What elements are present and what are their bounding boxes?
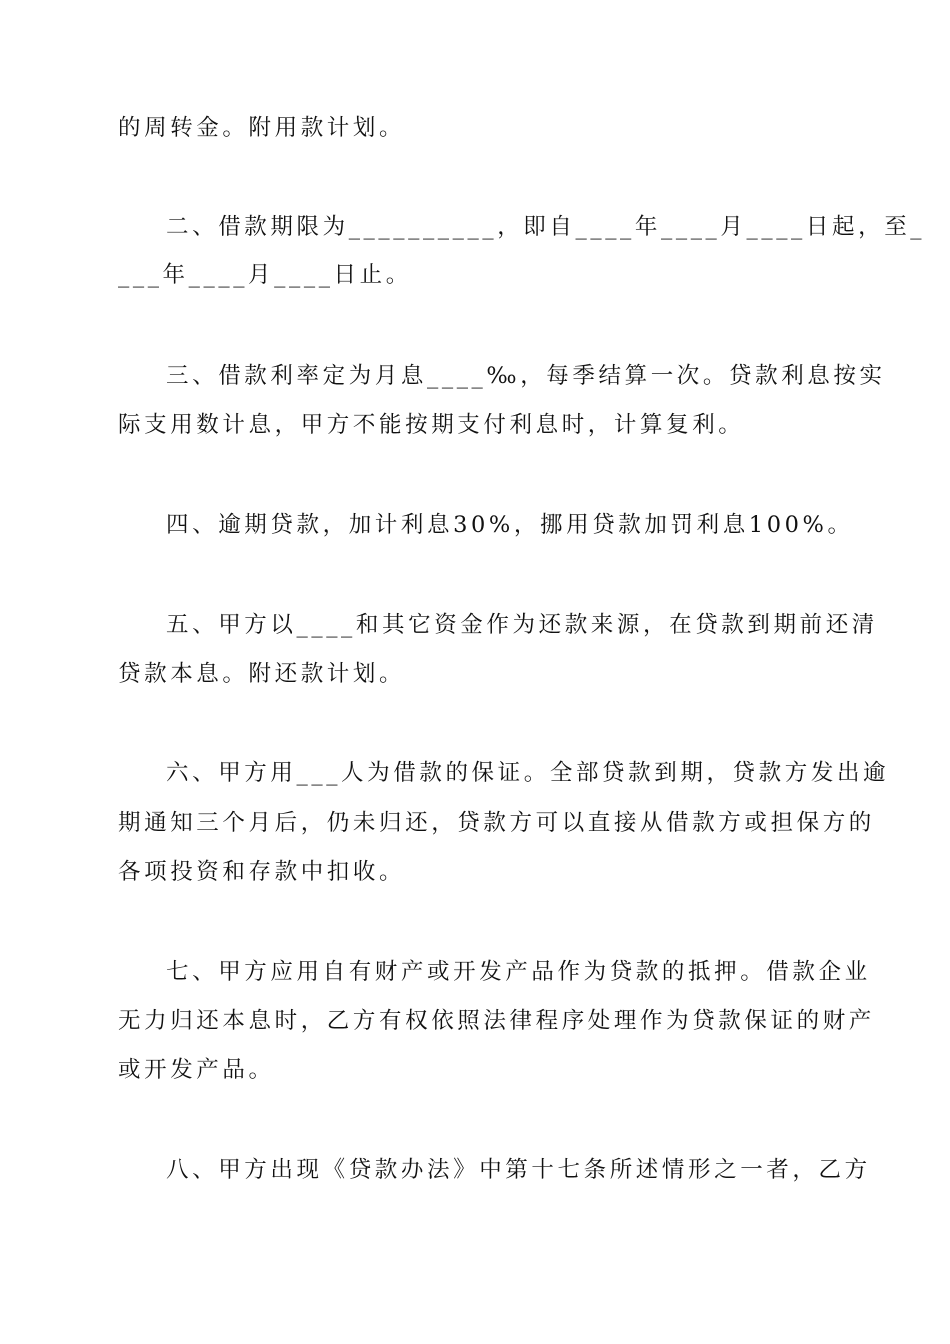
text-line: 四、逾期贷款，加计利息30%，挪用贷款加罚利息100%。 (166, 512, 854, 538)
text-line: 七、甲方应用自有财产或开发产品作为贷款的抵押。借款企业 (166, 959, 871, 985)
text-line: 贷款本息。附还款计划。 (118, 661, 406, 687)
text-line: 或开发产品。 (118, 1057, 275, 1083)
text-line: ___年____月____日止。 (118, 262, 412, 288)
text-line: 二、借款期限为__________，即自____年____月____日起，至_ (166, 214, 926, 240)
text-line: 六、甲方用___人为借款的保证。全部贷款到期，贷款方发出逾 (166, 760, 890, 786)
text-line: 八、甲方出现《贷款办法》中第十七条所述情形之一者，乙方 (166, 1157, 871, 1183)
text-line: 三、借款利率定为月息____‰，每季结算一次。贷款利息按实 (166, 363, 886, 389)
text-line: 无力归还本息时，乙方有权依照法律程序处理作为贷款保证的财产 (118, 1008, 875, 1034)
text-line: 各项投资和存款中扣收。 (118, 859, 406, 885)
text-line: 的周转金。附用款计划。 (118, 115, 406, 141)
text-line: 五、甲方以____和其它资金作为还款来源，在贷款到期前还清 (166, 612, 878, 638)
text-line: 期通知三个月后，仍未归还，贷款方可以直接从借款方或担保方的 (118, 810, 875, 836)
text-line: 际支用数计息，甲方不能按期支付利息时，计算复利。 (118, 412, 745, 438)
